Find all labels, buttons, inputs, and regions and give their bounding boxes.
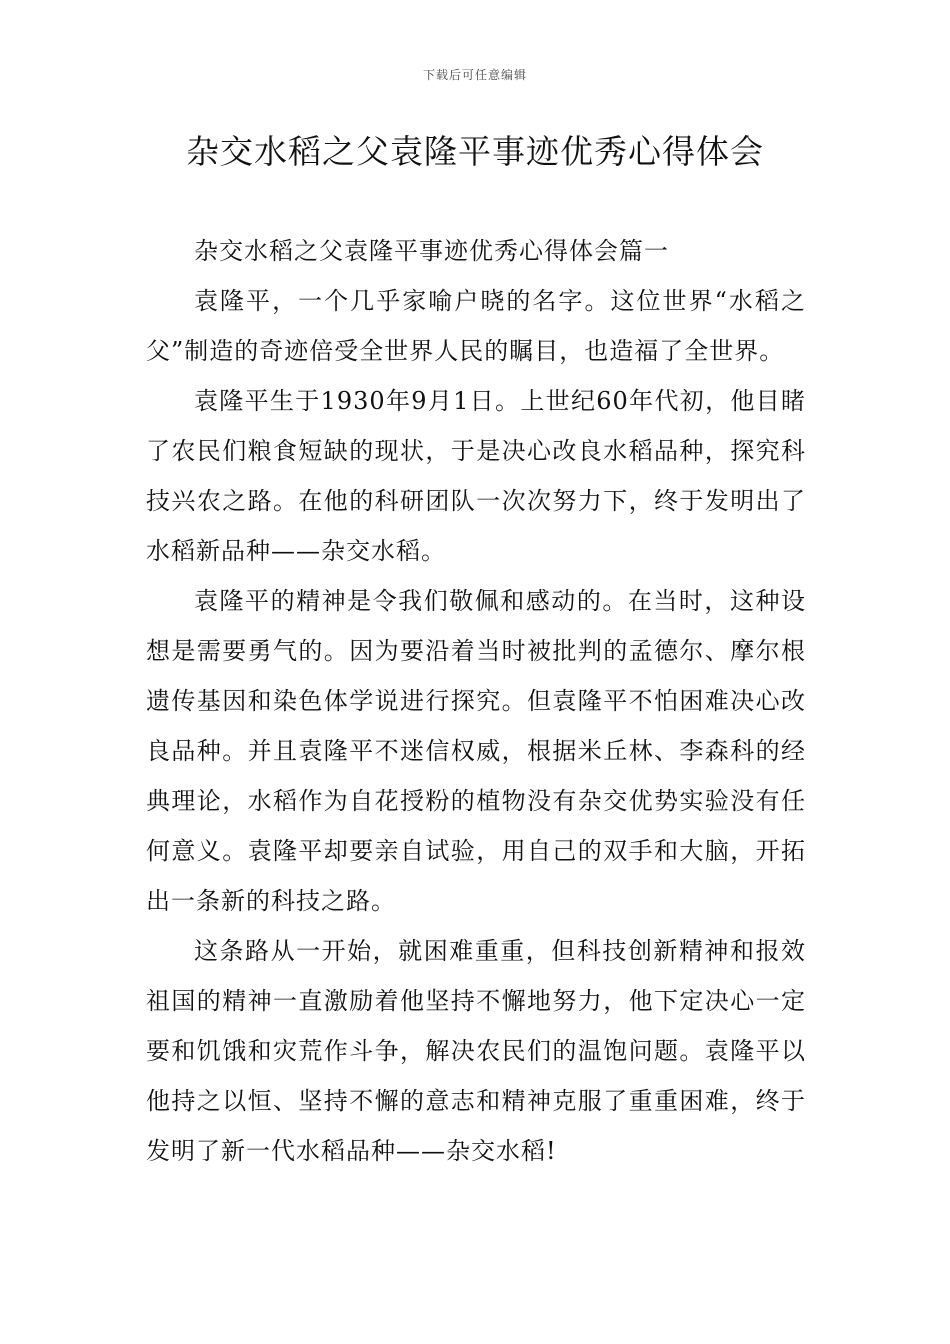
document-body xyxy=(146,226,806,1176)
header-note: 下载后可任意编辑 xyxy=(422,68,527,82)
page-title: 杂交水稻之父袁隆平事迹优秀心得体会 xyxy=(186,132,764,171)
paragraph: 袁隆平的精神是令我们敬佩和感动的。在当时，这种设想是需要勇气的。因为要沿着当时被批判的孟德尔、摩尔根遗传基因和染色体学说进行探究。但袁隆平不怕困难决心改良品种。并且袁隆平不迷信权威，根据米丘林、李森科的经典理论，水稻作为自花授粉的植物没有杂交优势实验没有任何意义。袁隆平却要亲自试验，用自己的双手和大脑，开拓出一条新的科技之路。 xyxy=(146,587,806,915)
section-heading: 杂交水稻之父袁隆平事迹优秀心得体会篇一 xyxy=(194,237,669,265)
paragraph: 袁隆平生于1930年9月1日。上世纪60年代初，他目睹了农民们粮食短缺的现状，于是决心改良水稻品种，探究科技兴农之路。在他的科研团队一次次努力下，终于发明出了水稻新品种——杂交水稻。 xyxy=(146,387,806,565)
paragraph: 这条路从一开始，就困难重重，但科技创新精神和报效祖国的精神一直激励着他坚持不懈地努力，他下定决心一定要和饥饿和灾荒作斗争，解决农民们的温饱问题。袁隆平以他持之以恒、坚持不懈的意志和精神克服了重重困难，终于发明了新一代水稻品种——杂交水稻! xyxy=(146,937,806,1165)
paragraph: 袁隆平，一个几乎家喻户晓的名字。这位世界“水稻之父”制造的奇迹倍受全世界人民的瞩目，也造福了全世界。 xyxy=(146,287,806,365)
